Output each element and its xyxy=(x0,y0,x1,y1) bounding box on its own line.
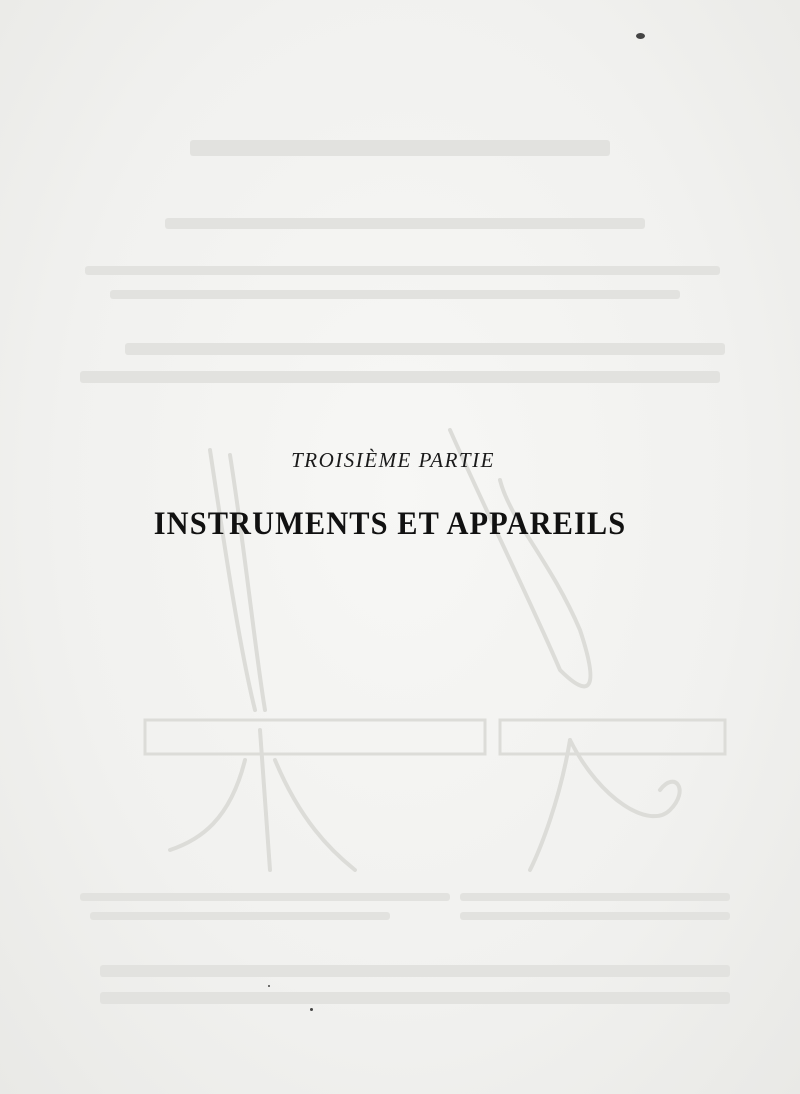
bleed-line-1 xyxy=(85,266,720,275)
bleed-line-4 xyxy=(80,371,720,383)
bleed-caption-4 xyxy=(460,912,730,920)
bleed-caption-2 xyxy=(460,893,730,901)
ink-speck xyxy=(268,985,270,987)
bleed-figure-drawing xyxy=(130,400,730,900)
bleed-line-5 xyxy=(100,965,730,977)
ink-speck xyxy=(310,1008,313,1011)
ink-speck xyxy=(636,33,645,39)
bleed-caption-3 xyxy=(90,912,390,920)
bleed-line-2 xyxy=(110,290,680,299)
bleed-running-head xyxy=(190,140,610,156)
bleed-line-3 xyxy=(125,343,725,355)
bleed-line-6 xyxy=(100,992,730,1004)
part-heading: TROISIÈME PARTIE xyxy=(291,448,495,472)
bleed-caption-1 xyxy=(80,893,450,901)
bleed-subheading xyxy=(165,218,645,229)
main-title: INSTRUMENTS ET APPAREILS xyxy=(153,506,627,542)
